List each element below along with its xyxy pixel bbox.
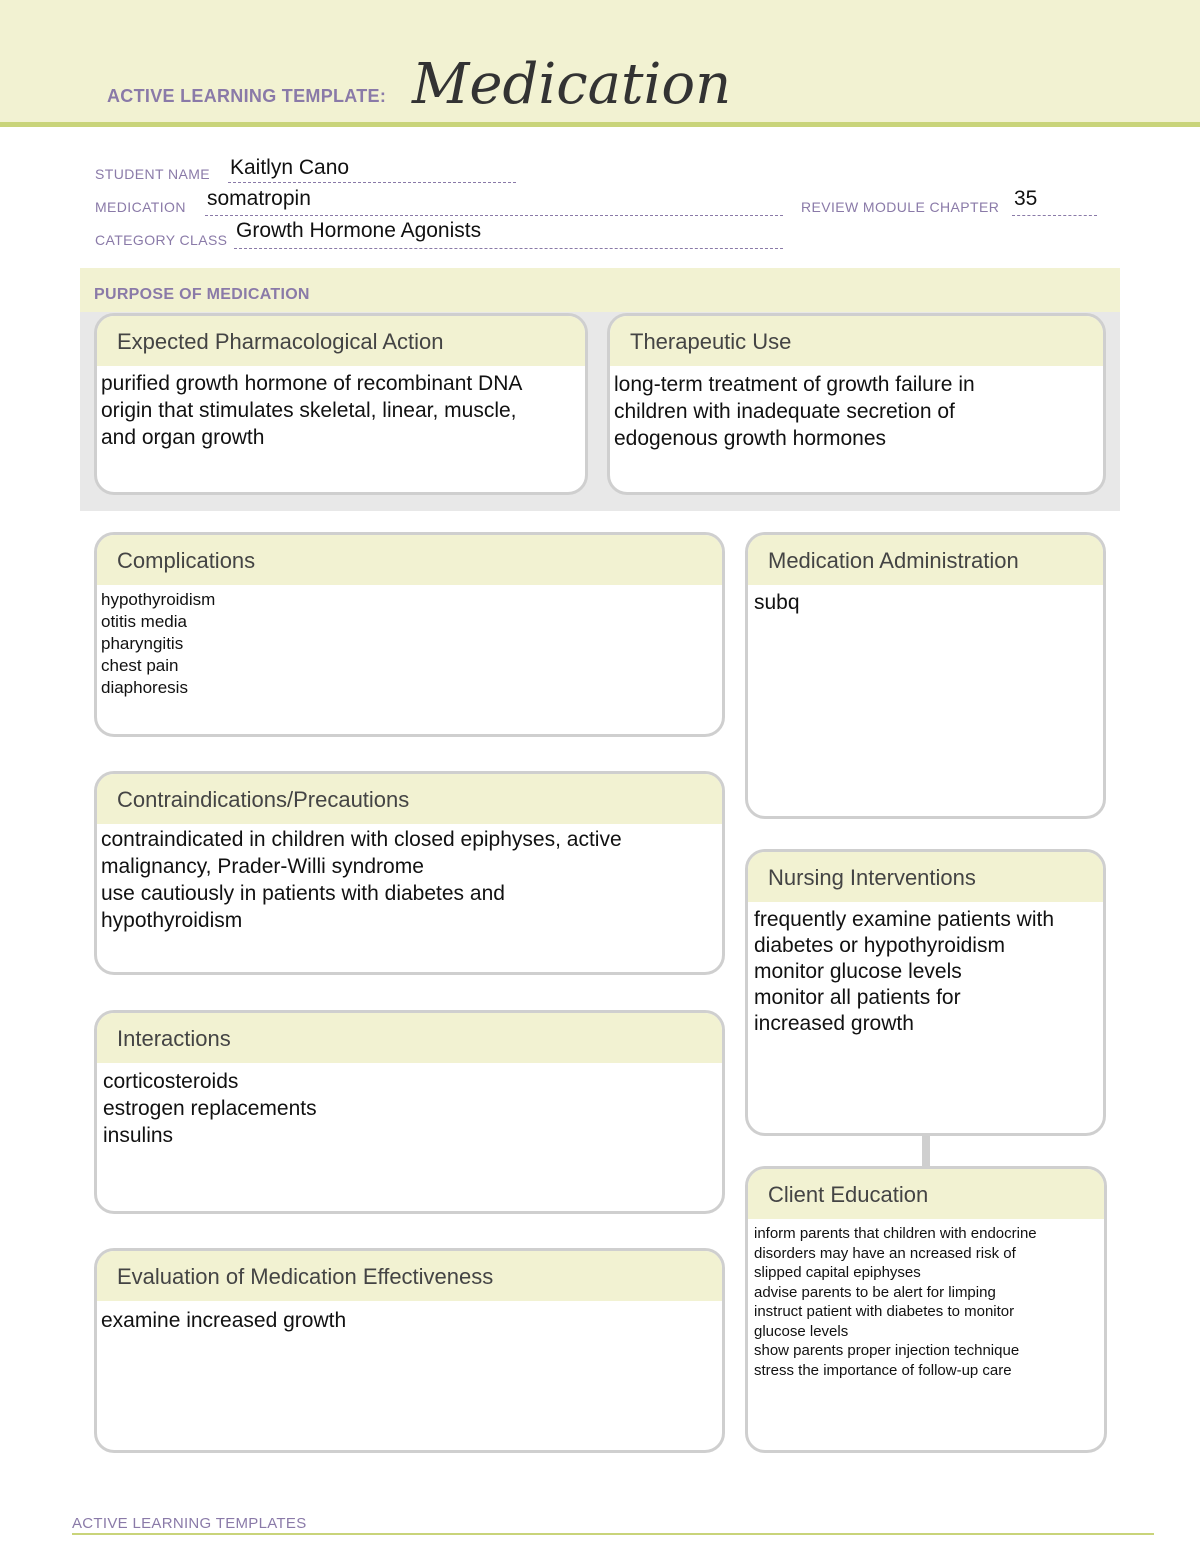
- complications-box: [94, 532, 725, 737]
- complications-line: pharyngitis: [101, 634, 184, 653]
- education-line: glucose levels: [754, 1322, 849, 1340]
- education-line: slipped capital epiphyses: [754, 1264, 921, 1281]
- nursing-education-connector: [922, 1134, 930, 1166]
- education-line: inform parents that children with endocrine: [754, 1225, 1037, 1242]
- expected-action-line: and organ growth: [101, 426, 265, 449]
- interactions-title: Interactions: [97, 1013, 722, 1063]
- therapeutic-use-title: Therapeutic Use: [610, 316, 1103, 366]
- administration-body[interactable]: [748, 585, 1103, 616]
- education-line: instruct patient with diabetes to monitor: [754, 1303, 1015, 1320]
- student-name-value[interactable]: Kaitlyn Cano: [230, 156, 350, 179]
- student-name-label: STUDENT NAME: [95, 166, 210, 182]
- evaluation-body[interactable]: [97, 1301, 722, 1334]
- education-title: Client Education: [748, 1169, 1104, 1219]
- interactions-line: corticosteroids: [103, 1070, 239, 1093]
- interactions-box: [94, 1010, 725, 1214]
- template-title: Medication: [412, 52, 732, 117]
- expected-action-line: purified growth hormone of recombinant DNA: [101, 372, 523, 395]
- complications-line: diaphoresis: [101, 678, 188, 697]
- category-class-value[interactable]: Growth Hormone Agonists: [236, 219, 482, 242]
- nursing-line: diabetes or hypothyroidism: [754, 934, 1005, 957]
- footer-rule: [72, 1533, 1154, 1535]
- complications-line: hypothyroidism: [101, 590, 216, 609]
- expected-action-body[interactable]: [97, 366, 585, 451]
- expected-action-title: Expected Pharmacological Action: [97, 316, 585, 366]
- medication-value[interactable]: somatropin: [207, 187, 311, 210]
- contraindications-line: malignancy, Prader-Willi syndrome: [101, 855, 424, 878]
- education-line: show parents proper injection technique: [754, 1342, 1020, 1359]
- administration-title: Medication Administration: [748, 535, 1103, 585]
- education-box: [745, 1166, 1107, 1453]
- review-module-label: REVIEW MODULE CHAPTER: [801, 199, 1000, 215]
- nursing-box: [745, 849, 1106, 1136]
- purpose-label: PURPOSE OF MEDICATION: [94, 286, 310, 303]
- evaluation-line: examine increased growth: [101, 1309, 347, 1332]
- therapeutic-use-body[interactable]: [610, 366, 1103, 452]
- contraindications-line: use cautiously in patients with diabetes and: [101, 882, 505, 905]
- nursing-line: monitor all patients for: [754, 986, 961, 1009]
- contraindications-body[interactable]: [97, 824, 722, 934]
- administration-box: [745, 532, 1106, 819]
- nursing-line: increased growth: [754, 1012, 914, 1035]
- contraindications-line: contraindicated in children with closed epiphyses, active: [101, 828, 622, 851]
- expected-action-line: origin that stimulates skeletal, linear, muscle,: [101, 399, 517, 422]
- interactions-line: estrogen replacements: [103, 1097, 317, 1120]
- contraindications-line: hypothyroidism: [101, 909, 243, 932]
- therapeutic-use-line: long-term treatment of growth failure in: [614, 373, 975, 396]
- complications-line: chest pain: [101, 656, 179, 675]
- interactions-body[interactable]: [97, 1063, 722, 1149]
- header-rule: [0, 122, 1200, 127]
- nursing-line: monitor glucose levels: [754, 960, 962, 983]
- education-line: advise parents to be alert for limping: [754, 1283, 996, 1301]
- contraindications-box: [94, 771, 725, 975]
- education-line: disorders may have an ncreased risk of: [754, 1244, 1016, 1262]
- nursing-body[interactable]: [748, 902, 1103, 1037]
- administration-line: subq: [754, 591, 800, 614]
- evaluation-box: [94, 1248, 725, 1453]
- complications-title: Complications: [97, 535, 722, 585]
- category-class-label: CATEGORY CLASS: [95, 232, 228, 248]
- expected-action-box: [94, 313, 588, 495]
- contraindications-title: Contraindications/Precautions: [97, 774, 722, 824]
- interactions-line: insulins: [103, 1124, 174, 1147]
- review-module-value[interactable]: 35: [1014, 187, 1038, 210]
- therapeutic-use-line: children with inadequate secretion of: [614, 400, 955, 423]
- template-label: ACTIVE LEARNING TEMPLATE:: [107, 86, 387, 106]
- nursing-title: Nursing Interventions: [748, 852, 1103, 902]
- therapeutic-use-box: [607, 313, 1106, 495]
- footer-label: ACTIVE LEARNING TEMPLATES: [72, 1515, 307, 1532]
- education-body[interactable]: [748, 1219, 1104, 1380]
- therapeutic-use-line: edogenous growth hormones: [614, 427, 887, 450]
- nursing-line: frequently examine patients with: [754, 908, 1054, 931]
- medication-label: MEDICATION: [95, 199, 186, 215]
- complications-body[interactable]: [97, 585, 722, 699]
- complications-line: otitis media: [101, 612, 187, 631]
- education-line: stress the importance of follow-up care: [754, 1361, 1012, 1379]
- evaluation-title: Evaluation of Medication Effectiveness: [97, 1251, 722, 1301]
